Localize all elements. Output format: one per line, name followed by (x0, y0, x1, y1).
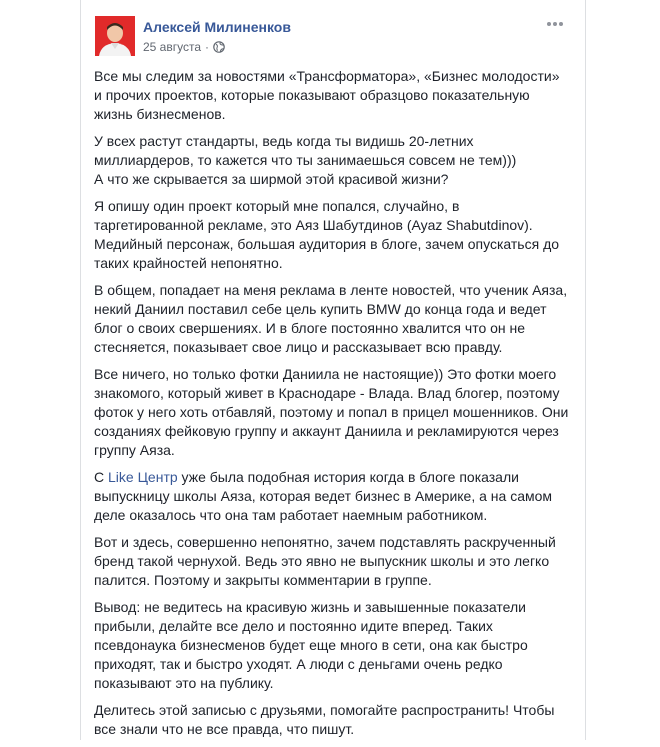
avatar[interactable] (95, 16, 135, 56)
globe-icon[interactable] (213, 41, 225, 53)
avatar-image (95, 16, 135, 56)
post-paragraph: Вот и здесь, совершенно непонятно, зачем подставлять раскрученный бренд такой чернухой. Ведь это явно не выпускник школы и это легко палится. Поэтому и закрыты комментарии в группе. (94, 534, 556, 588)
link-prefix: С (94, 469, 108, 485)
post-paragraph: Все мы следим за новостями «Трансформатора», «Бизнес молодости» и прочих проектов, которые показывают образцово показательную жизнь бизнесменов. (94, 68, 560, 122)
like-center-link[interactable]: Like Центр (108, 469, 178, 485)
post-paragraph: В общем, попадает на меня реклама в ленте новостей, что ученик Аяза, некий Даниил поставил себе цель купить BMW до конца года и ведет блог о своих свершениях. И в блоге постоянно хвалится что он не стесняется, показывает свое лицо и рассказывает всю правду. (94, 282, 568, 355)
post-header (95, 16, 565, 60)
post-paragraph: Вывод: не ведитесь на красивую жизнь и завышенные показатели прибыли, делайте все дело и постоянно идите вперед. Таких псевдонаука бизнесменов будет еще много в сети, она как быстро приходят, так и быстро уходят. А люди с деньгами очень редко показывают это на публику. (94, 599, 528, 691)
meta-separator: · (205, 40, 210, 54)
post-card (80, 0, 586, 740)
author-name[interactable]: Алексей Милиненков (143, 19, 291, 35)
post-paragraph-with-link (94, 468, 570, 525)
post-paragraph: У всех растут стандарты, ведь когда ты видишь 20-летних миллиардеров, то кажется что ты занимаешься совсем не тем))) А что же скрывается за ширмой этой красивой жизни? (94, 133, 517, 187)
post-date[interactable]: 25 августа (143, 40, 202, 54)
post-body (94, 67, 570, 747)
post-meta (143, 40, 225, 54)
post-paragraph: Я опишу один проект который мне попался, случайно, в таргетированной рекламе, это Аяз Шабутдинов (Ayaz Shabutdinov). Медийный персонаж, большая аудитория в блоге, зачем опускаться до таких крайностей непонятно. (94, 198, 560, 271)
link-suffix: уже была подобная история когда в блоге показали выпускницу школы Аяза, которая ведет бизнес в Америке, а на самом деле оказалось что она там работает наемным работником. (94, 469, 553, 523)
post-paragraph: Делитесь этой записью с друзьями, помогайте распространить! Чтобы все знали что не все правда, что пишут. (94, 702, 555, 737)
post-paragraph: Все ничего, но только фотки Даниила не настоящие)) Это фотки моего знакомого, который живет в Краснодаре - Влада. Влад блогер, поэтому фоток у него хоть отбавляй, поэтому и попал в прицел мошенников. Они созданиях фейковую группу и аккаунт Даниила и рекламируются через группу Аяза. (94, 366, 569, 458)
more-options-icon[interactable] (545, 16, 565, 32)
